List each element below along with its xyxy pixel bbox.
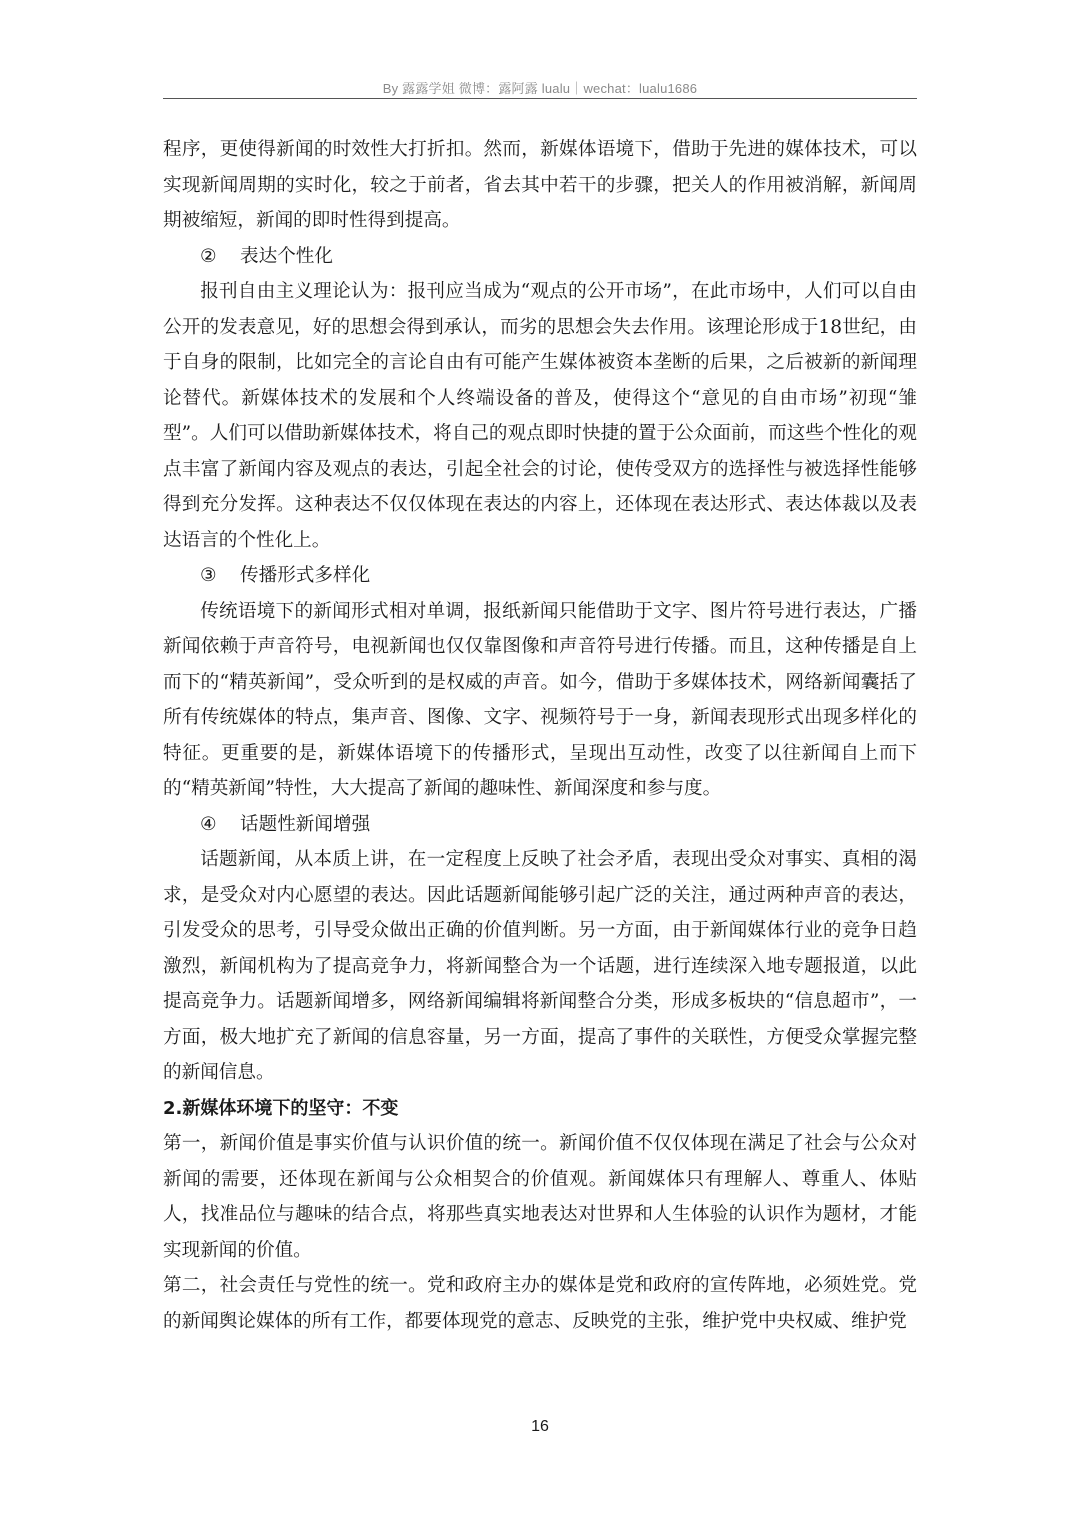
subheading-text: 传播形式多样化 (240, 565, 371, 586)
paragraph-continuation: 程序，更使得新闻的时效性大打折扣。然而，新媒体语境下，借助于先进的媒体技术，可以实现新闻周期的实时化，较之于前者，省去其中若干的步骤，把关人的作用被消解，新闻周期被缩短，新闻的即时性得到提高。 (163, 139, 917, 231)
subheading-number: ② (200, 245, 217, 267)
paragraph-second-point: 第二，社会责任与党性的统一。党和政府主办的媒体是党和政府的宣传阵地，必须姓党。党的新闻舆论媒体的所有工作，都要体现党的意志、反映党的主张，维护党中央权威、维护党 (163, 1275, 917, 1332)
subheading-number: ④ (200, 813, 217, 835)
header-divider (163, 98, 917, 99)
paragraph-forms: 传统语境下的新闻形式相对单调，报纸新闻只能借助于文字、图片符号进行表达，广播新闻依赖于声音符号，电视新闻也仅仅靠图像和声音符号进行传播。而且，这种传播是自上而下的“精英新闻”，受众听到的是权威的声音。如今，借助于多媒体技术，网络新闻囊括了所有传统媒体的特点，集声音、图像、文字、视频符号于一身，新闻表现形式出现多样化的特征。更重要的是，新媒体语境下的传播形式，呈现出互动性，改变了以往新闻自上而下的“精英新闻”特性，大大提高了新闻的趣味性、新闻深度和参与度。 (163, 600, 917, 799)
subheading-diverse-forms (163, 558, 917, 594)
subheading-expression-individualization (163, 239, 917, 275)
paragraph-topical: 话题新闻，从本质上讲，在一定程度上反映了社会矛盾，表现出受众对事实、真相的渴求，是受众对内心愿望的表达。因此话题新闻能够引起广泛的关注，通过两种声音的表达，引发受众的思考，引导受众做出正确的价值判断。另一方面，由于新闻媒体行业的竞争日趋激烈，新闻机构为了提高竞争力，将新闻整合为一个话题，进行连续深入地专题报道，以此提高竞争力。话题新闻增多，网络新闻编辑将新闻整合分类，形成多板块的“信息超市”，一方面，极大地扩充了新闻的信息容量，另一方面，提高了事件的关联性，方便受众掌握完整的新闻信息。 (163, 849, 917, 1083)
subheading-topical-news (163, 807, 917, 843)
page-header: By 露露学姐 微博：露阿露 lualu｜wechat：lualu1686 (382, 81, 698, 96)
section-heading: 2.新媒体环境下的坚守：不变 (163, 1097, 399, 1119)
subheading-text: 表达个性化 (240, 245, 333, 267)
paragraph-expression: 报刊自由主义理论认为：报刊应当成为“观点的公开市场”，在此市场中，人们可以自由公开的发表意见，好的思想会得到承认，而劣的思想会失去作用。该理论形成于18世纪，由于自身的限制，比如完全的言论自由有可能产生媒体被资本垄断的后果，之后被新的新闻理论替代。新媒体技术的发展和个人终端设备的普及，使得这个“意见的自由市场”初现“雏型”。人们可以借助新媒体技术，将自己的观点即时快捷的置于公众面前，而这些个性化的观点丰富了新闻内容及观点的表达，引起全社会的讨论，使传受双方的选择性与被选择性能够得到充分发挥。这种表达不仅仅体现在表达的内容上，还体现在表达形式、表达体裁以及表达语言的个性化上。 (163, 281, 917, 551)
paragraph-first-point: 第一，新闻价值是事实价值与认识价值的统一。新闻价值不仅仅体现在满足了社会与公众对新闻的需要，还体现在新闻与公众相契合的价值观。新闻媒体只有理解人、尊重人、体贴人，找准品位与趣味的结合点，将那些真实地表达对世界和人生体验的认识作为题材，才能实现新闻的价值。 (163, 1133, 917, 1261)
document-body (163, 132, 917, 1339)
page-number: 16 (531, 1418, 549, 1435)
subheading-number: ③ (200, 565, 217, 586)
subheading-text: 话题性新闻增强 (240, 813, 371, 835)
